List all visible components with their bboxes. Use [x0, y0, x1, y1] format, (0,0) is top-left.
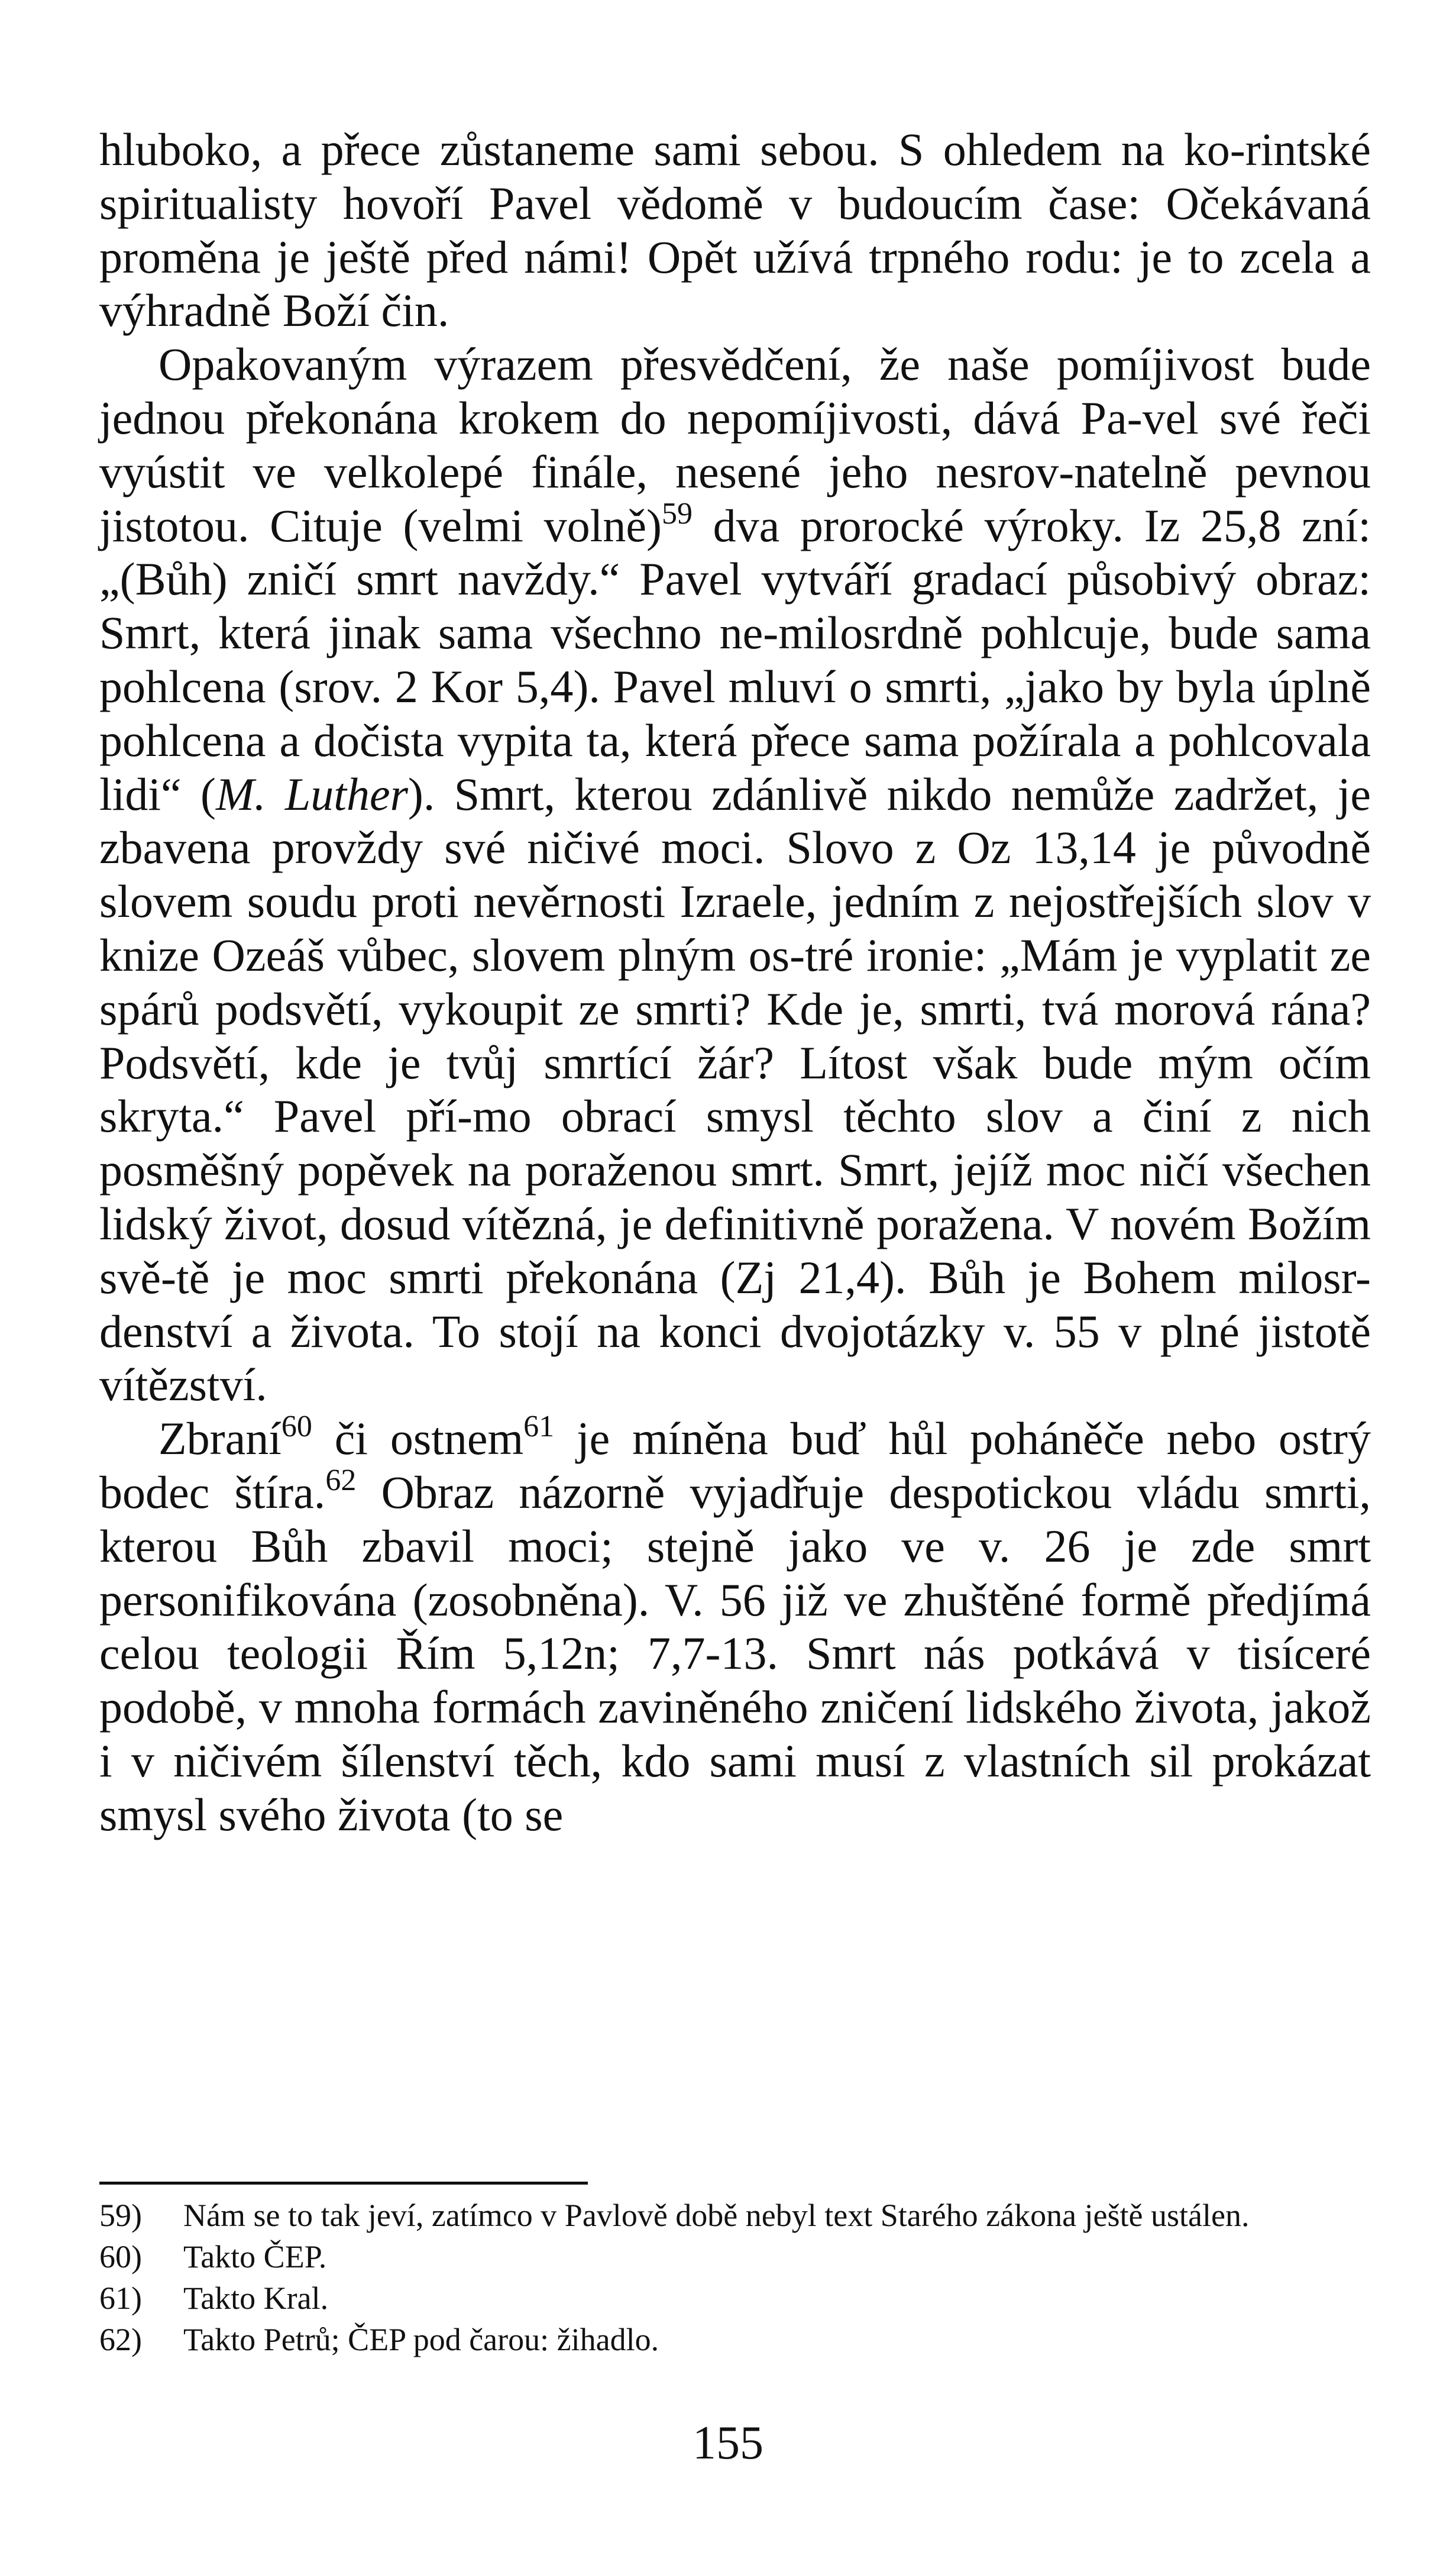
footnote-number: 60) [99, 2239, 142, 2275]
footnote-ref-59: 59 [661, 496, 693, 531]
paragraph-1-text: hluboko, a přece zůstaneme sami sebou. S ohledem na ko-rintské spiritualisty hovoří Pavel vědomě v budoucím čase: Očekávaná proměna je ještě před námi! Opět užívá trpného rodu: je to zcela a výhradně Boží čin. [99, 124, 1371, 337]
footnote-number: 59) [99, 2198, 142, 2233]
main-text [99, 123, 1371, 1842]
paragraph-3-text-c: je míněna buď hůl poháněče nebo ostrý bodec štíra. [99, 1413, 1371, 1518]
footnote-ref-60: 60 [281, 1410, 312, 1444]
footnote-60 [99, 2236, 1371, 2277]
footnote-number: 62) [99, 2322, 142, 2357]
paragraph-3-text-b: či ostnem [312, 1413, 524, 1465]
cited-author: M. Luther [216, 768, 408, 820]
footnotes [99, 2195, 1371, 2360]
footnote-ref-61: 61 [523, 1410, 555, 1444]
footnote-separator [99, 2182, 588, 2185]
footnote-62 [99, 2319, 1371, 2360]
footnote-61 [99, 2277, 1371, 2319]
footnote-ref-62: 62 [325, 1463, 357, 1497]
footnote-text: Takto ČEP. [183, 2239, 327, 2275]
paragraph-2-text-a: Opakovaným výrazem přesvědčení, že naše pomíjivost bude jednou překonána krokem do nepomíjivosti, dává Pa-vel své řeči vyústit ve velkolepé finále, nesené jeho nesrov-natelně pevnou jistotou. Cituje (velmi volně) [99, 338, 1371, 551]
paragraph-2 [99, 338, 1371, 1412]
footnote-59 [99, 2195, 1371, 2236]
paragraph-2-text-b: dva prorocké výroky. Iz 25,8 zní: „(Bůh) zničí smrt navždy.“ Pavel vytváří gradací působivý obraz: Smrt, která jinak sama všechno ne-milosrdně pohlcuje, bude sama pohlcena (srov. 2 Kor 5,4). Pavel mluví o smrti, „jako by byla úplně pohlcena a dočista vypita ta, která přece sama požírala a pohlcovala lidi“ ( [99, 499, 1371, 820]
footnote-text: Takto Petrů; ČEP pod čarou: žihadlo. [183, 2322, 659, 2357]
paragraph-3-text-a: Zbraní [158, 1413, 282, 1465]
paragraph-3 [99, 1412, 1371, 1841]
footnote-number: 61) [99, 2280, 142, 2316]
page-number: 155 [693, 2417, 763, 2469]
footnote-text: Nám se to tak jeví, zatímco v Pavlově době nebyl text Starého zákona ještě ustálen. [183, 2198, 1250, 2233]
footnote-text: Takto Kral. [183, 2280, 329, 2316]
paragraph-2-text-c: ). Smrt, kterou zdánlivě nikdo nemůže zadržet, je zbavena provždy své ničivé moci. Slovo z Oz 13,14 je původně slovem soudu proti nevěrnosti Izraele, jedním z nejostřejších slov v knize Ozeáš vůbec, slovem plným os-tré ironie: „Mám je vyplatit ze spárů podsvětí, vykoupit ze smrti? Kde je, smrti, tvá morová rána? Podsvětí, kde je tvůj smrtící žár? Lítost však bude mým očím skryta.“ Pavel pří-mo obrací smysl těchto slov a činí z nich posměšný popěvek na poraženou smrt. Smrt, jejíž moc ničí všechen lidský život, dosud vítězná, je definitivně poražena. V novém Božím svě-tě je moc smrti překonána (Zj 21,4). Bůh je Bohem milosr-denství a života. To stojí na konci dvojotázky v. 55 v plné jistotě vítězství. [99, 768, 1371, 1411]
paragraph-3-text-d: Obraz názorně vyjadřuje despotickou vládu smrti, kterou Bůh zbavil moci; stejně jako ve v. 26 je zde smrt personifikována (zosobněna). V. 56 již ve zhuštěné formě předjímá celou teologii Řím 5,12n; 7,7-13. Smrt nás potkává v tisíceré podobě, v mnoha formách zaviněného zničení lidského života, jakož i v ničivém šílenství těch, kdo sami musí z vlastních sil prokázat smysl svého života (to se [99, 1466, 1371, 1840]
paragraph-1 [99, 123, 1371, 338]
